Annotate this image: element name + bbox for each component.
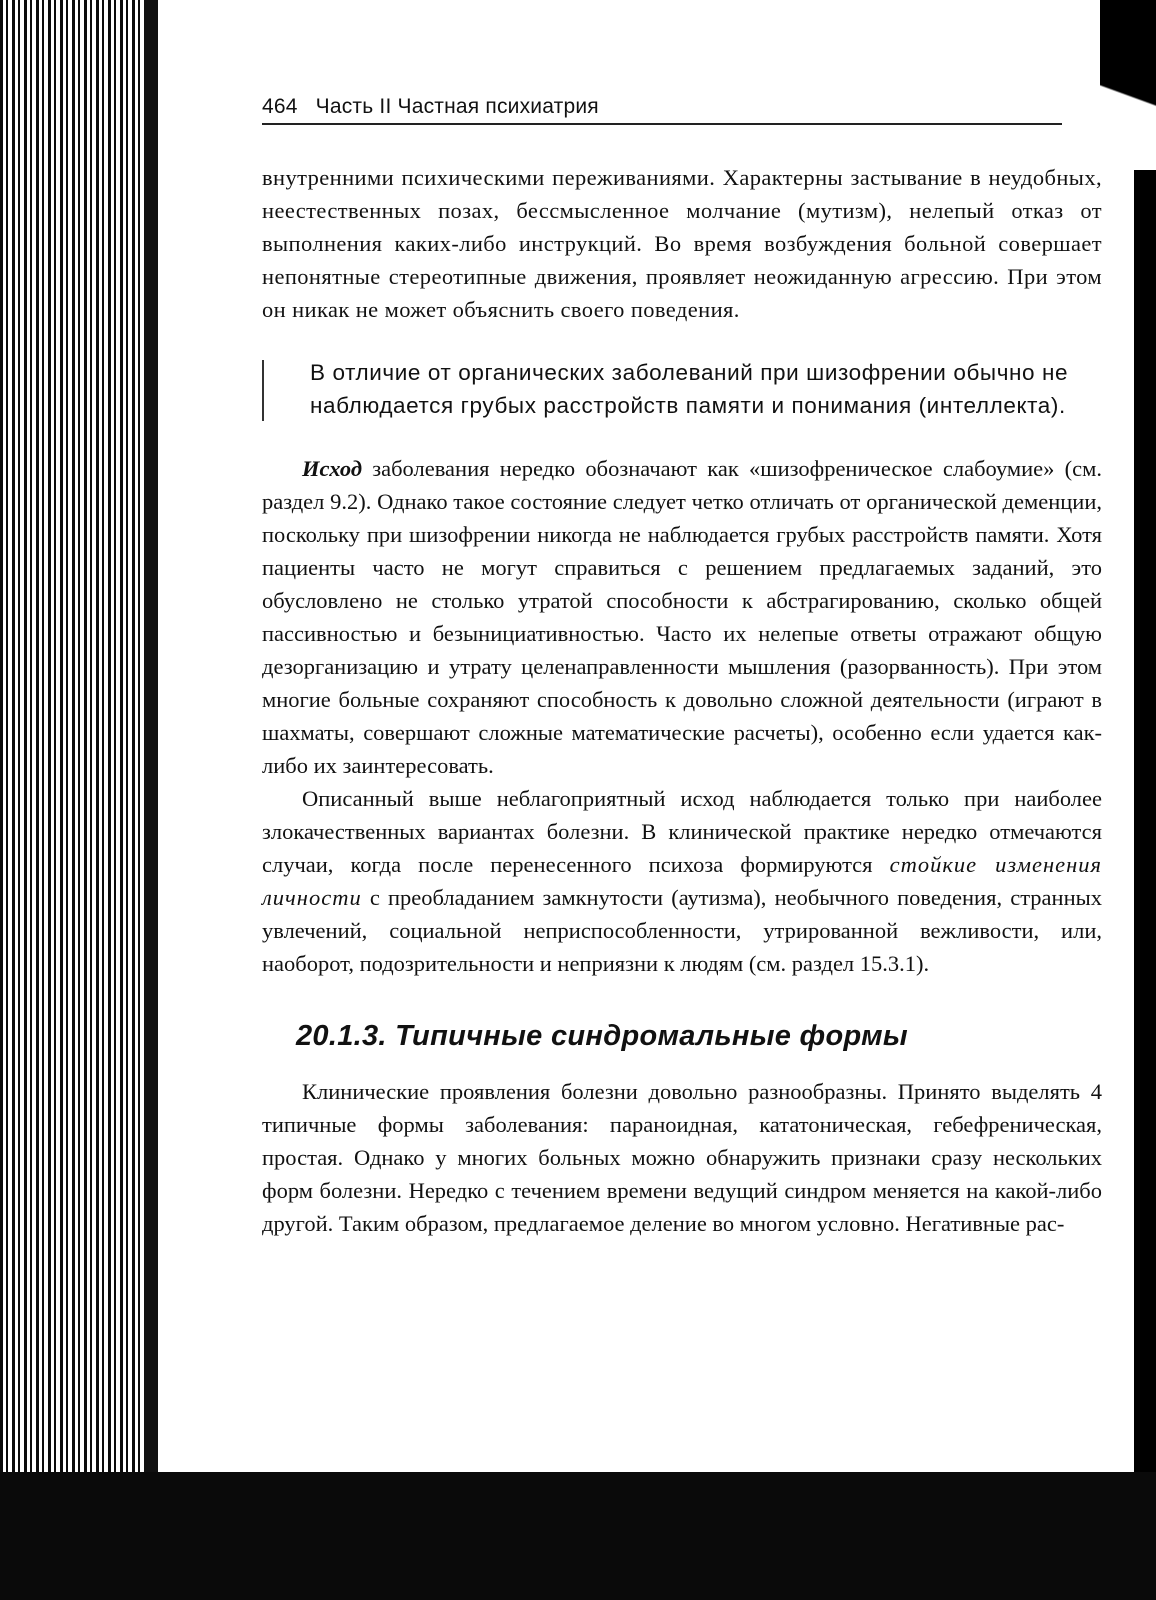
paragraph-outcome <box>262 452 1102 782</box>
term-outcome: Исход <box>302 456 362 481</box>
book-edge-bottom <box>0 1472 1156 1600</box>
paragraph-described <box>262 782 1102 980</box>
paragraph-forms: Клинические проявления болезни довольно разнообразны. Принято выделять 4 типичные формы заболевания: параноидная, кататоническая, гебефреническая, простая. Однако у многих больных можно обнаружить признаки сразу нескольких форм болезни. Нередко с течением времени ведущий синдром меняется на какой-либо другой. Таким образом, предлагаемое деление во многом условно. Негативные рас- <box>262 1079 1102 1236</box>
book-page <box>262 95 1102 1240</box>
callout-bar <box>262 360 264 421</box>
book-edge-right <box>1134 0 1156 1600</box>
running-header <box>262 95 1062 125</box>
book-edge-left <box>0 0 158 1600</box>
running-title: Часть II Частная психиатрия <box>315 95 599 118</box>
paragraph-outcome-text: заболевания нередко обозначают как «шизофреническое слабоумие» (см. раздел 9.2). Однако такое состояние следует четко отличать от органической деменции, поскольку при шизофрении никогда не наблюдается грубых расстройств памяти. Хотя пациенты часто не могут справиться с решением предлагаемых заданий, это обусловлено не столько утратой способности к абстрагированию, сколько общей пассивностью и безынициативностью. Часто их нелепые ответы отражают общую дезорганизацию и утрату целенаправленности мышления (разорванность). При этом многие больные сохраняют способность к довольно сложной деятельности (играют в шахматы, совершают сложные математические расчеты), особенно если удается как-либо их заинтересовать. <box>262 456 1102 778</box>
paragraph-continuation: внутренними психическими переживаниями. Характерны застывание в неудобных, неестественных позах, бессмысленное молчание (мутизм), нелепый отказ от выполнения каких-либо инструкций. Во время возбуждения больной совершает непонятные стереотипные движения, проявляет неожиданную агрессию. При этом он никак не может объяснить своего поведения. <box>262 165 1102 322</box>
paragraph-described-after: с преобладанием замкнутости (аутизма), необычного поведения, странных увлечений, социальной неприспособленности, утрированной вежливости, или, наоборот, подозрительности и неприязни к людям (см. раздел 15.3.1). <box>262 885 1102 976</box>
book-corner-top-right <box>1100 0 1156 170</box>
emphasis-personality-changes: стойкие изменения личности <box>262 852 1102 910</box>
callout-text: В отличие от органических заболеваний при шизофрении обычно не наблюдается грубых расстройств памяти и понимания (интеллекта). <box>310 360 1069 418</box>
page-number: 464 <box>262 95 298 118</box>
paragraph-described-before: Описанный выше неблагоприятный исход наблюдается только при наиболее злокачественных вариантах болезни. В клинической практике нередко отмечаются случаи, когда после перенесенного психоза формируются <box>262 786 1102 877</box>
section-heading: 20.1.3. Типичные синдромальные формы <box>296 1020 908 1052</box>
callout-block <box>262 356 1102 422</box>
